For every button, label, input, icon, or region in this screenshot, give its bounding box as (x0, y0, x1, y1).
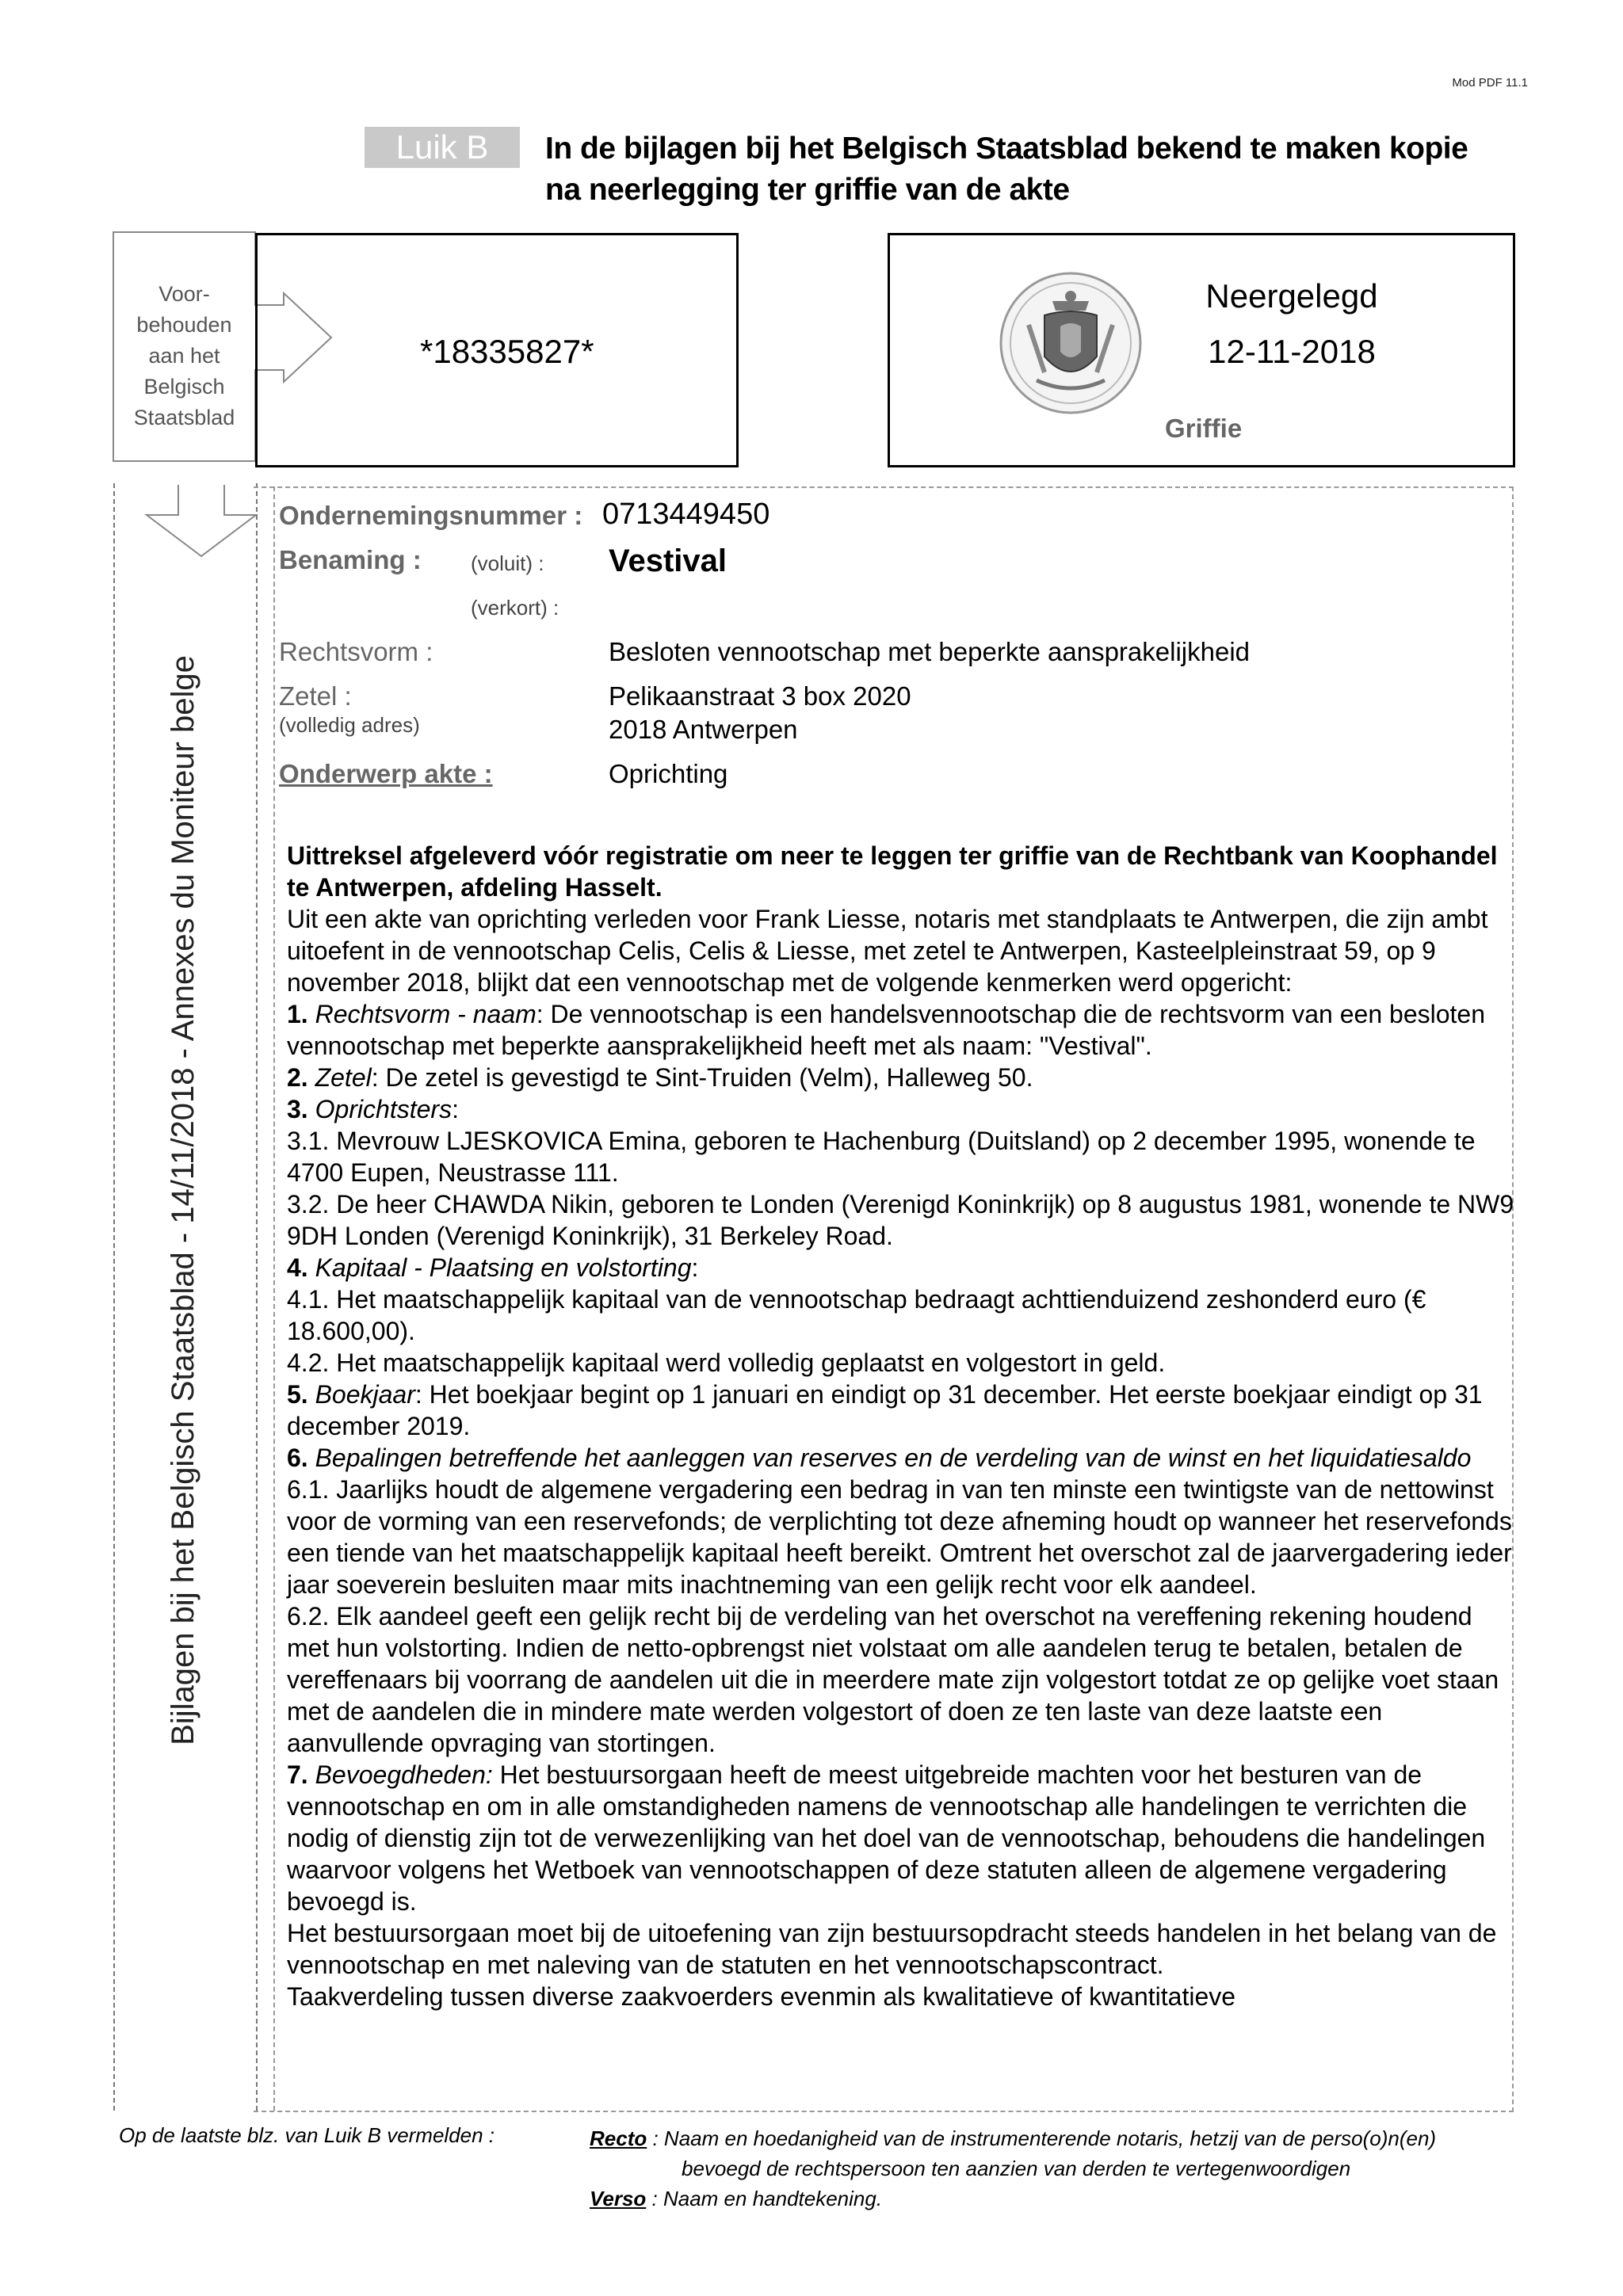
article-7-paragraph-3: Taakverdeling tussen diverse zaakvoerders evenmin als kwalitatieve of kwantitatieve (287, 1982, 1236, 2011)
address-line-1: Pelikaanstraat 3 box 2020 (609, 681, 911, 711)
seat-sublabel: (volledig adres) (279, 713, 420, 737)
full-name-label: (voluit) : (471, 551, 544, 575)
filing-office: Griffie (1165, 414, 1243, 443)
article-7-paragraph-2: Het bestuursorgaan moet bij de uitoefening van zijn bestuursopdracht steeds handelen in het belang van de vennootschap en met naleving van de statuten en het vennootschapscontract. (287, 1919, 1497, 1979)
article-6-1: 6.1. Jaarlijks houdt de algemene vergadering een bedrag in van ten minste een twintigste van de nettowinst voor de vorming van een reservefonds; de verplichting tot deze afneming houdt op wanneer het reservefonds een tiende van het maatschappelijk kapitaal heeft bereikt. Omtrent het overschot zal de jaarvergadering ieder jaar soeverein besluiten maar mits inachtneming van een gelijk recht voor elk aandeel. (287, 1475, 1512, 1599)
legal-form: Besloten vennootschap met beperkte aansprakelijkheid (609, 637, 1251, 666)
article-5: 5. Boekjaar: Het boekjaar begint op 1 januari en eindigt op 31 december. Het eerste boekjaar eindigt op 31 december 2019. (287, 1380, 1483, 1440)
seat-label: Zetel : (279, 681, 352, 711)
content-frame-left-border (273, 486, 275, 2111)
short-name-label: (verkort) : (471, 596, 559, 620)
recto-note-cont: bevoegd de rechtspersoon ten aanzien van derden te vertegenwoordigen (682, 2157, 1351, 2180)
company-name: Vestival (609, 543, 727, 578)
luik-badge: Luik B (365, 127, 520, 168)
form-code: Mod PDF 11.1 (1452, 76, 1528, 90)
article-3: 3. Oprichtsters: (287, 1095, 459, 1123)
reserved-label: Voor- behouden aan het Belgisch Staatsblad (133, 282, 235, 429)
subject-value: Oprichting (609, 759, 728, 788)
verso-note: Verso : Naam en handtekening. (590, 2187, 883, 2210)
article-6-2: 6.2. Elk aandeel geeft een gelijk recht bij de verdeling van het overschot na vereffening rekening houdend met hun volstorting. Indien de netto-opbrengst niet volstaat om alle aandelen terug te betalen, betalen de vereffenaars bij voorrang de aandelen uit die in meerdere mate zijn volgestort totdat ze op gelijke voet staan met de aandelen die in mindere mate werden volgestort of doen ze ten laste van deze laatste een aanvullende opvraging van stortingen. (287, 1602, 1499, 1757)
title-line-2: na neerlegging ter griffie van de akte (545, 173, 1070, 207)
article-1: 1. Rechtsvorm - naam: De vennootschap is een handelsvennootschap die de rechtsvorm van een besloten vennootschap met beperkte aansprakelijkheid heeft met als naam: "Vestival". (287, 1000, 1485, 1060)
recto-note: Recto : Naam en hoedanigheid van de instrumenterende notaris, hetzij van de perso(o)n(en) (590, 2126, 1437, 2150)
article-4-2: 4.2. Het maatschappelijk kapitaal werd volledig geplaatst en volgestort in geld. (287, 1348, 1166, 1377)
belgian-coat-of-arms-seal-icon (997, 269, 1144, 417)
footer-notes (590, 2123, 1436, 2214)
article-7: 7. Bevoegdheden: Het bestuursorgaan heeft de meest uitgebreide machten voor het besturen van de vennootschap en om in alle omstandigheden namens de vennootschap alle handelingen te verrichten die nodig of dienstig zijn tot de verwezenlijking van het doel van de vennootschap, behoudens die handelingen waarvoor volgens het Wetboek van vennootschappen of deze statuten alleen de algemene vergadering bevoegd is. (287, 1760, 1486, 1916)
title-line-1: In de bijlagen bij het Belgisch Staatsblad bekend te maken kopie (545, 132, 1468, 166)
intro-paragraph: Uit een akte van oprichting verleden voor Frank Liesse, notaris met standplaats te Antwerpen, die zijn ambt uitoefent in de vennootschap Celis, Celis & Liesse, met zetel te Antwerpen, Kasteelpleinstraat 59, op 9 november 2018, blijkt dat een vennootschap met de volgende kenmerken werd opgericht: (287, 905, 1488, 997)
filing-date: 12-11-2018 (1208, 333, 1376, 370)
page-title (545, 128, 1575, 211)
filing-status: Neergelegd (1205, 277, 1378, 315)
name-label: Benaming : (279, 545, 422, 574)
subject-label: Onderwerp akte : (279, 759, 493, 788)
barcode-number: *18335827* (420, 333, 594, 370)
founder-1: 3.1. Mevrouw LJESKOVICA Emina, geboren te Hachenburg (Duitsland) op 2 december 1995, wonende te 4700 Eupen, Neustrasse 111. (287, 1127, 1476, 1187)
footer-instruction: Op de laatste blz. van Luik B vermelden : (119, 2123, 495, 2147)
address-line-2: 2018 Antwerpen (609, 715, 798, 744)
legal-form-label: Rechtsvorm : (279, 637, 433, 666)
article-6: 6. Bepalingen betreffende het aanleggen van reserves en de verdeling van de winst en het liquidatiesaldo (287, 1444, 1472, 1472)
vertical-annex-label: Bijlagen bij het Belgisch Staatsblad - 14/11/2018 - Annexes du Moniteur belge (166, 655, 200, 1745)
article-4: 4. Kapitaal - Plaatsing en volstorting: (287, 1253, 699, 1282)
extract-heading: Uittreksel afgeleverd vóór registratie om neer te leggen ter griffie van de Rechtbank van Koophandel te Antwerpen, afdeling Hasselt. (287, 841, 1498, 902)
number-label: Ondernemingsnummer : (279, 501, 583, 530)
company-number: 0713449450 (602, 498, 770, 531)
founder-2: 3.2. De heer CHAWDA Nikin, geboren te Londen (Verenigd Koninkrijk) op 8 augustus 1981, wonende te NW9 9DH Londen (Verenigd Koninkrijk), 31 Berkeley Road. (287, 1190, 1514, 1250)
article-4-1: 4.1. Het maatschappelijk kapitaal van de vennootschap bedraagt achttienduizend zeshonderd euro (€ 18.600,00). (287, 1285, 1426, 1345)
deed-extract-body (287, 840, 1519, 2012)
article-2: 2. Zetel: De zetel is gevestigd te Sint-Truiden (Velm), Halleweg 50. (287, 1063, 1033, 1092)
